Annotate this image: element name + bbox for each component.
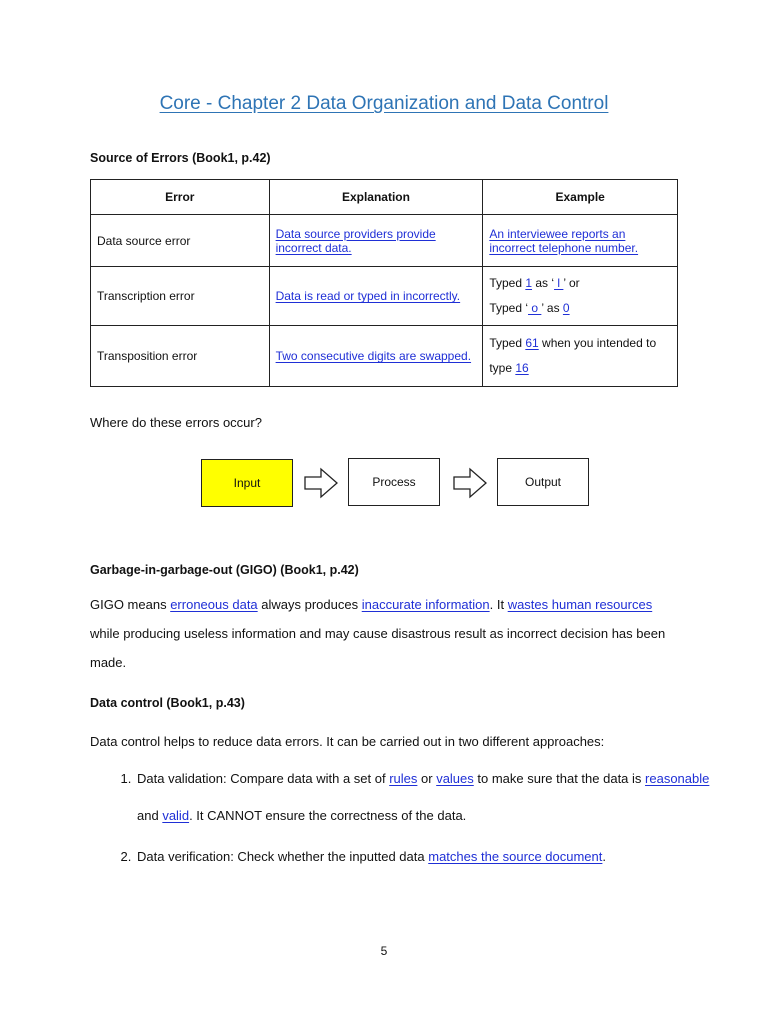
explanation-cell xyxy=(269,267,483,326)
list-item xyxy=(135,760,725,834)
gigo-text: while producing useless information and may cause disastrous result as incorrect decision has been made. xyxy=(90,626,666,670)
arrow-right-icon xyxy=(452,467,488,499)
error-cell: Transcription error xyxy=(91,267,270,326)
example-underlined: o xyxy=(528,301,542,315)
process-box xyxy=(348,458,440,506)
example-underlined: 1 xyxy=(525,276,533,290)
gigo-heading: Garbage-in-garbage-out (GIGO) (Book1, p.42) xyxy=(90,563,359,577)
example-text: when you intended to xyxy=(538,336,657,350)
example-text: as ‘ xyxy=(532,276,555,290)
example-text: type xyxy=(489,361,516,375)
gigo-paragraph xyxy=(90,590,675,677)
example-text: Typed ‘ xyxy=(489,301,529,315)
arrow-right-icon xyxy=(303,467,339,499)
error-cell: Data source error xyxy=(91,215,270,267)
table-header: Error xyxy=(91,180,270,215)
explanation-cell xyxy=(269,215,483,267)
input-label: Input xyxy=(233,476,261,490)
example-text: Typed xyxy=(489,276,526,290)
example-underlined: 16 xyxy=(515,361,529,375)
table-row xyxy=(91,215,678,267)
item-text: Data validation: Compare data with a set of xyxy=(137,771,390,786)
example-cell xyxy=(483,326,678,387)
explanation-text: Data source providers provide incorrect data. xyxy=(275,226,436,255)
gigo-underlined: erroneous data xyxy=(170,597,258,612)
process-label: Process xyxy=(372,475,416,489)
example-underlined: 61 xyxy=(525,336,539,350)
item-text: to make sure that the data is xyxy=(473,771,646,786)
example-cell xyxy=(483,267,678,326)
item-text: . xyxy=(602,849,607,864)
example-underlined: 0 xyxy=(562,301,570,315)
data-control-intro: Data control helps to reduce data errors. It can be carried out in two different approaches: xyxy=(90,734,605,749)
list-item xyxy=(135,847,725,867)
data-control-heading: Data control (Book1, p.43) xyxy=(90,696,245,710)
explanation-text: Data is read or typed in incorrectly. xyxy=(275,289,461,303)
example-text: An interviewee reports an incorrect telephone number. xyxy=(489,226,639,255)
gigo-text: GIGO means xyxy=(90,597,171,612)
item-underlined: reasonable xyxy=(645,771,710,786)
item-text: Data verification: Check whether the inputted data xyxy=(137,849,429,864)
item-underlined: valid xyxy=(162,808,190,823)
example-text: Typed xyxy=(489,336,526,350)
item-text: . It CANNOT ensure the correctness of the data. xyxy=(189,808,467,823)
item-text: and xyxy=(137,808,163,823)
example-text: ’ as xyxy=(541,301,563,315)
output-label: Output xyxy=(524,475,562,489)
explanation-cell xyxy=(269,326,483,387)
output-box xyxy=(497,458,589,506)
table-row xyxy=(91,267,678,326)
page-title: Core - Chapter 2 Data Organization and Data Control xyxy=(159,93,609,114)
explanation-text: Two consecutive digits are swapped. xyxy=(275,349,472,363)
example-underlined: l xyxy=(554,276,564,290)
data-control-list xyxy=(92,760,725,867)
page-number: 5 xyxy=(380,944,388,958)
item-text: or xyxy=(417,771,437,786)
table-header: Example xyxy=(483,180,678,215)
example-text: ’ or xyxy=(563,276,580,290)
example-cell xyxy=(483,215,678,267)
error-cell: Transposition error xyxy=(91,326,270,387)
item-underlined: rules xyxy=(389,771,418,786)
gigo-text: . It xyxy=(489,597,508,612)
gigo-text: always produces xyxy=(257,597,362,612)
item-underlined: matches the source document xyxy=(428,849,603,864)
input-box xyxy=(201,459,293,507)
table-row xyxy=(91,326,678,387)
errors-heading: Source of Errors (Book1, p.42) xyxy=(90,151,271,165)
gigo-underlined: inaccurate information xyxy=(361,597,490,612)
errors-table xyxy=(90,179,678,387)
table-header: Explanation xyxy=(269,180,483,215)
question-text: Where do these errors occur? xyxy=(90,415,262,430)
item-underlined: values xyxy=(436,771,474,786)
gigo-underlined: wastes human resources xyxy=(507,597,653,612)
